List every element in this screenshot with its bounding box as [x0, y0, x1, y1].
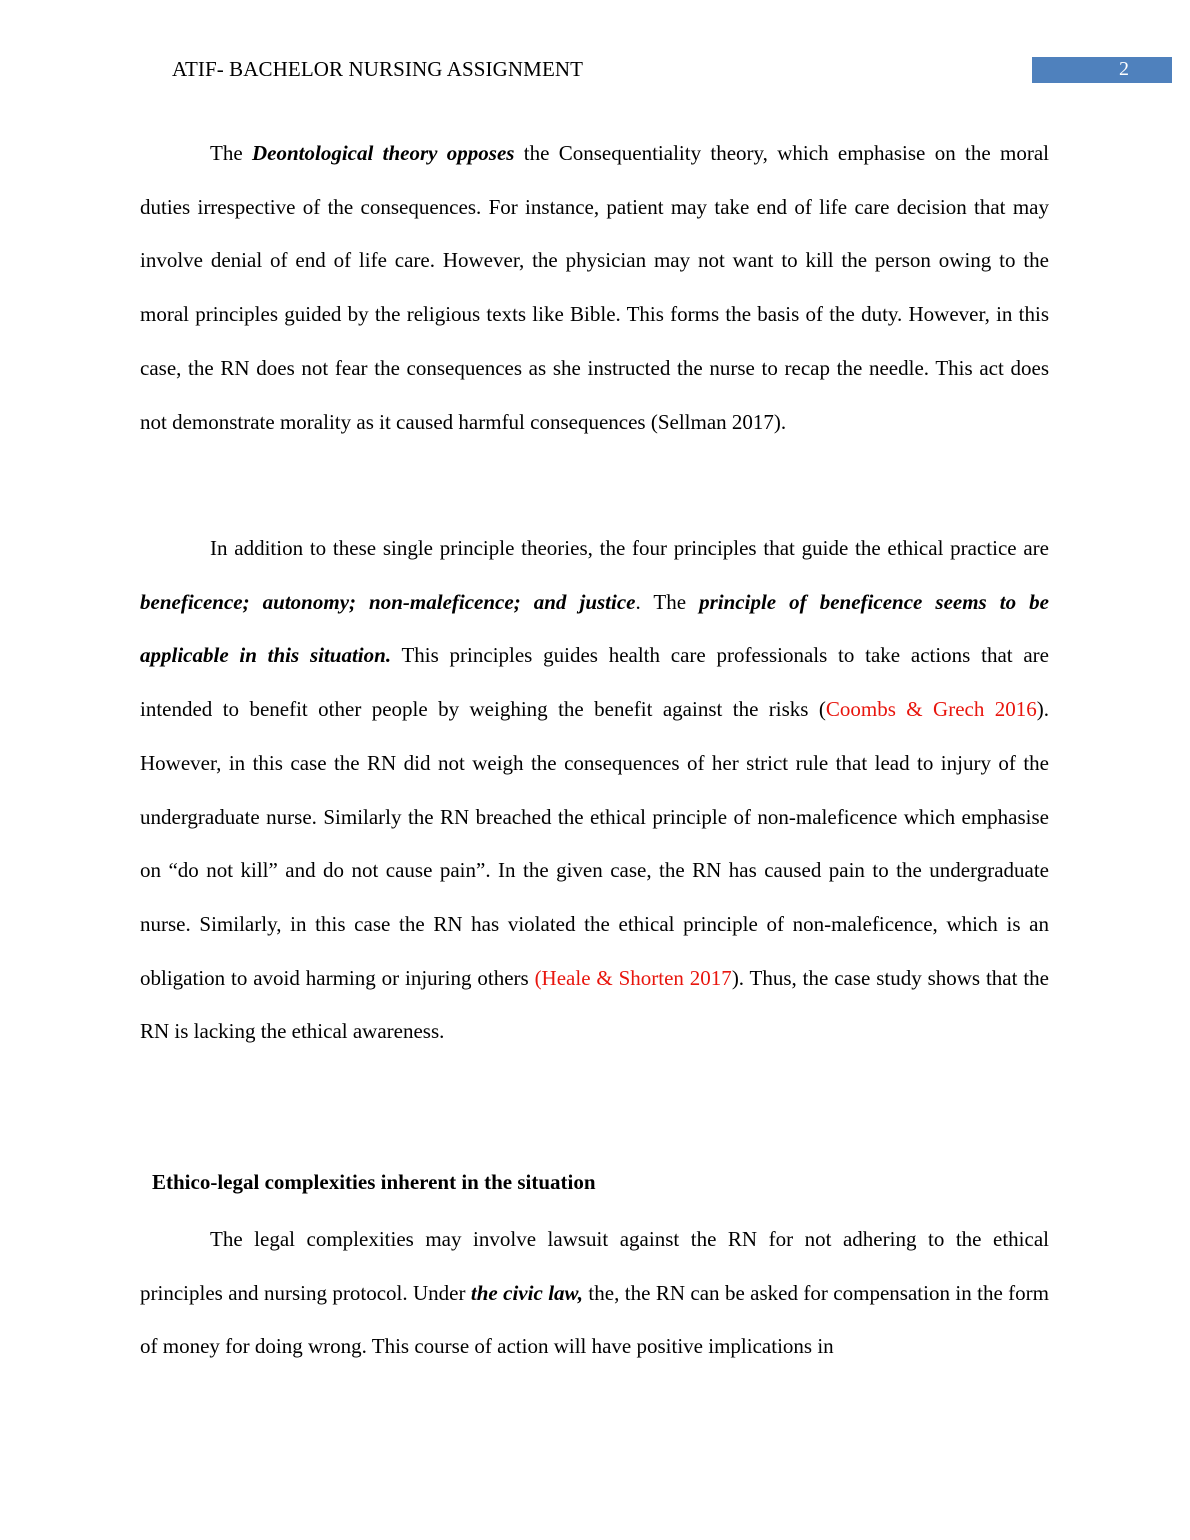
emphasis-deontological: Deontological theory opposes: [251, 141, 515, 165]
citation-coombs-grech: Coombs & Grech 2016: [825, 697, 1037, 722]
page-number-box: [1032, 57, 1172, 83]
running-head-title: ATIF- BACHELOR NURSING ASSIGNMENT: [172, 57, 584, 81]
emphasis-beneficence: principle of beneficence seems to be applicable in this situation.: [140, 589, 1049, 668]
page-number: 2: [1119, 58, 1129, 80]
citation-heale-shorten: (Heale & Shorten 2017: [534, 965, 732, 990]
emphasis-four-principles: beneficence; autonomy; non-maleficence; and justice: [140, 589, 636, 614]
paragraph-legal: The legal complexities may involve lawsuit against the RN for not adhering to the ethical principles and nursing protocol. Under the civic law, the, the RN can be asked for compensation in the form of money for doing wrong. This course of action will have positive implications in: [140, 1227, 1049, 1359]
paragraph-principles: In addition to these single principle theories, the four principles that guide the ethical practice are beneficence; autonomy; non-maleficence; and justice. The principle of beneficence seems to be applicable in this situation. This principles guides health care professionals to take actions that are intended to benefit other people by weighing the benefit against the risks (Coombs & Grech 2016). However, in this case the RN did not weigh the consequences of her strict rule that lead to injury of the undergraduate nurse. Similarly the RN breached the ethical principle of non-maleficence which emphasise on “do not kill” and do not cause pain”. In the given case, the RN has caused pain to the undergraduate nurse. Similarly, in this case the RN has violated the ethical principle of non-maleficence, which is an obligation to avoid harming or injuring others (Heale & Shorten 2017). Thus, the case study shows that the RN is lacking the ethical awareness.: [140, 536, 1049, 1044]
emphasis-civic-law: the civic law,: [470, 1280, 584, 1305]
section-heading: Ethico-legal complexities inherent in the situation: [152, 1170, 596, 1194]
paragraph-deontological: The Deontological theory opposes the Consequentiality theory, which emphasise on the moral duties irrespective of the consequences. For instance, patient may take end of life care decision that may involve denial of end of life care. However, the physician may not want to kill the person owing to the moral principles guided by the religious texts like Bible. This forms the basis of the duty. However, in this case, the RN does not fear the consequences as she instructed the nurse to recap the needle. This act does not demonstrate morality as it caused harmful consequences (Sellman 2017).: [140, 141, 1049, 434]
